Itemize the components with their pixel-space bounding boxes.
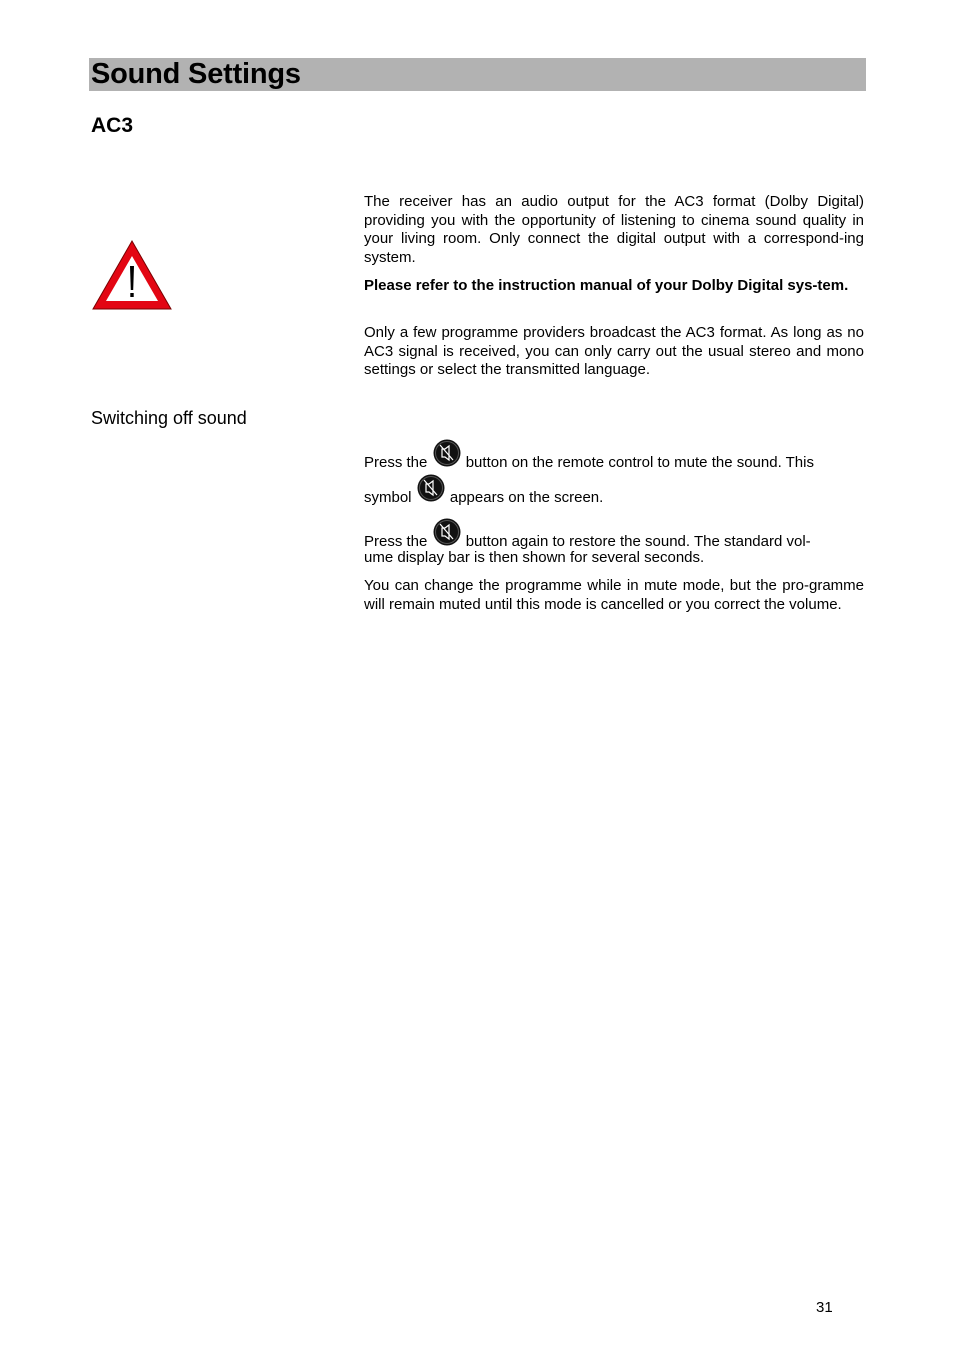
mute-line-1 <box>364 451 814 472</box>
mute-line-3-start: Press the <box>364 533 428 550</box>
mute-line-2-start: symbol <box>364 489 412 506</box>
mute-button-icon <box>433 518 461 546</box>
ac3-paragraph-1: The receiver has an audio output for the AC3 format (Dolby Digital) providing you with the opportunity of listening to cinema sound quality in your living room. Only connect the digital output with a correspond-ing system. <box>364 193 864 266</box>
mute-paragraph-last: You can change the programme while in mute mode, but the pro-gramme will remain muted until this mode is cancelled or you correct the volume. <box>364 577 864 613</box>
mute-line-4: ume display bar is then shown for several seconds. <box>364 549 705 566</box>
mute-line-2-end: appears on the screen. <box>449 489 604 506</box>
section-heading-ac3: AC3 <box>91 114 134 137</box>
warning-triangle-icon <box>92 240 172 310</box>
mute-button-icon <box>433 439 461 467</box>
mute-line-3-end: button again to restore the sound. The standard vol- <box>465 533 811 550</box>
ac3-paragraph-3: Only a few programme providers broadcast the AC3 format. As long as no AC3 signal is received, you can only carry out the usual stereo and mono settings or select the transmitted language. <box>364 324 864 378</box>
mute-line-1-end: button on the remote control to mute the sound. This <box>465 454 814 471</box>
mute-line-2 <box>364 486 603 507</box>
section-heading-mute: Switching off sound <box>91 408 247 428</box>
mute-line-3 <box>364 530 811 551</box>
ac3-paragraph-2: Please refer to the instruction manual of your Dolby Digital sys-tem. <box>364 277 849 294</box>
title-bar <box>89 58 866 91</box>
page-title: Sound Settings <box>91 58 301 90</box>
mute-symbol-icon <box>417 474 445 502</box>
page-number: 31 <box>816 1299 833 1316</box>
mute-line-1-start: Press the <box>364 454 428 471</box>
